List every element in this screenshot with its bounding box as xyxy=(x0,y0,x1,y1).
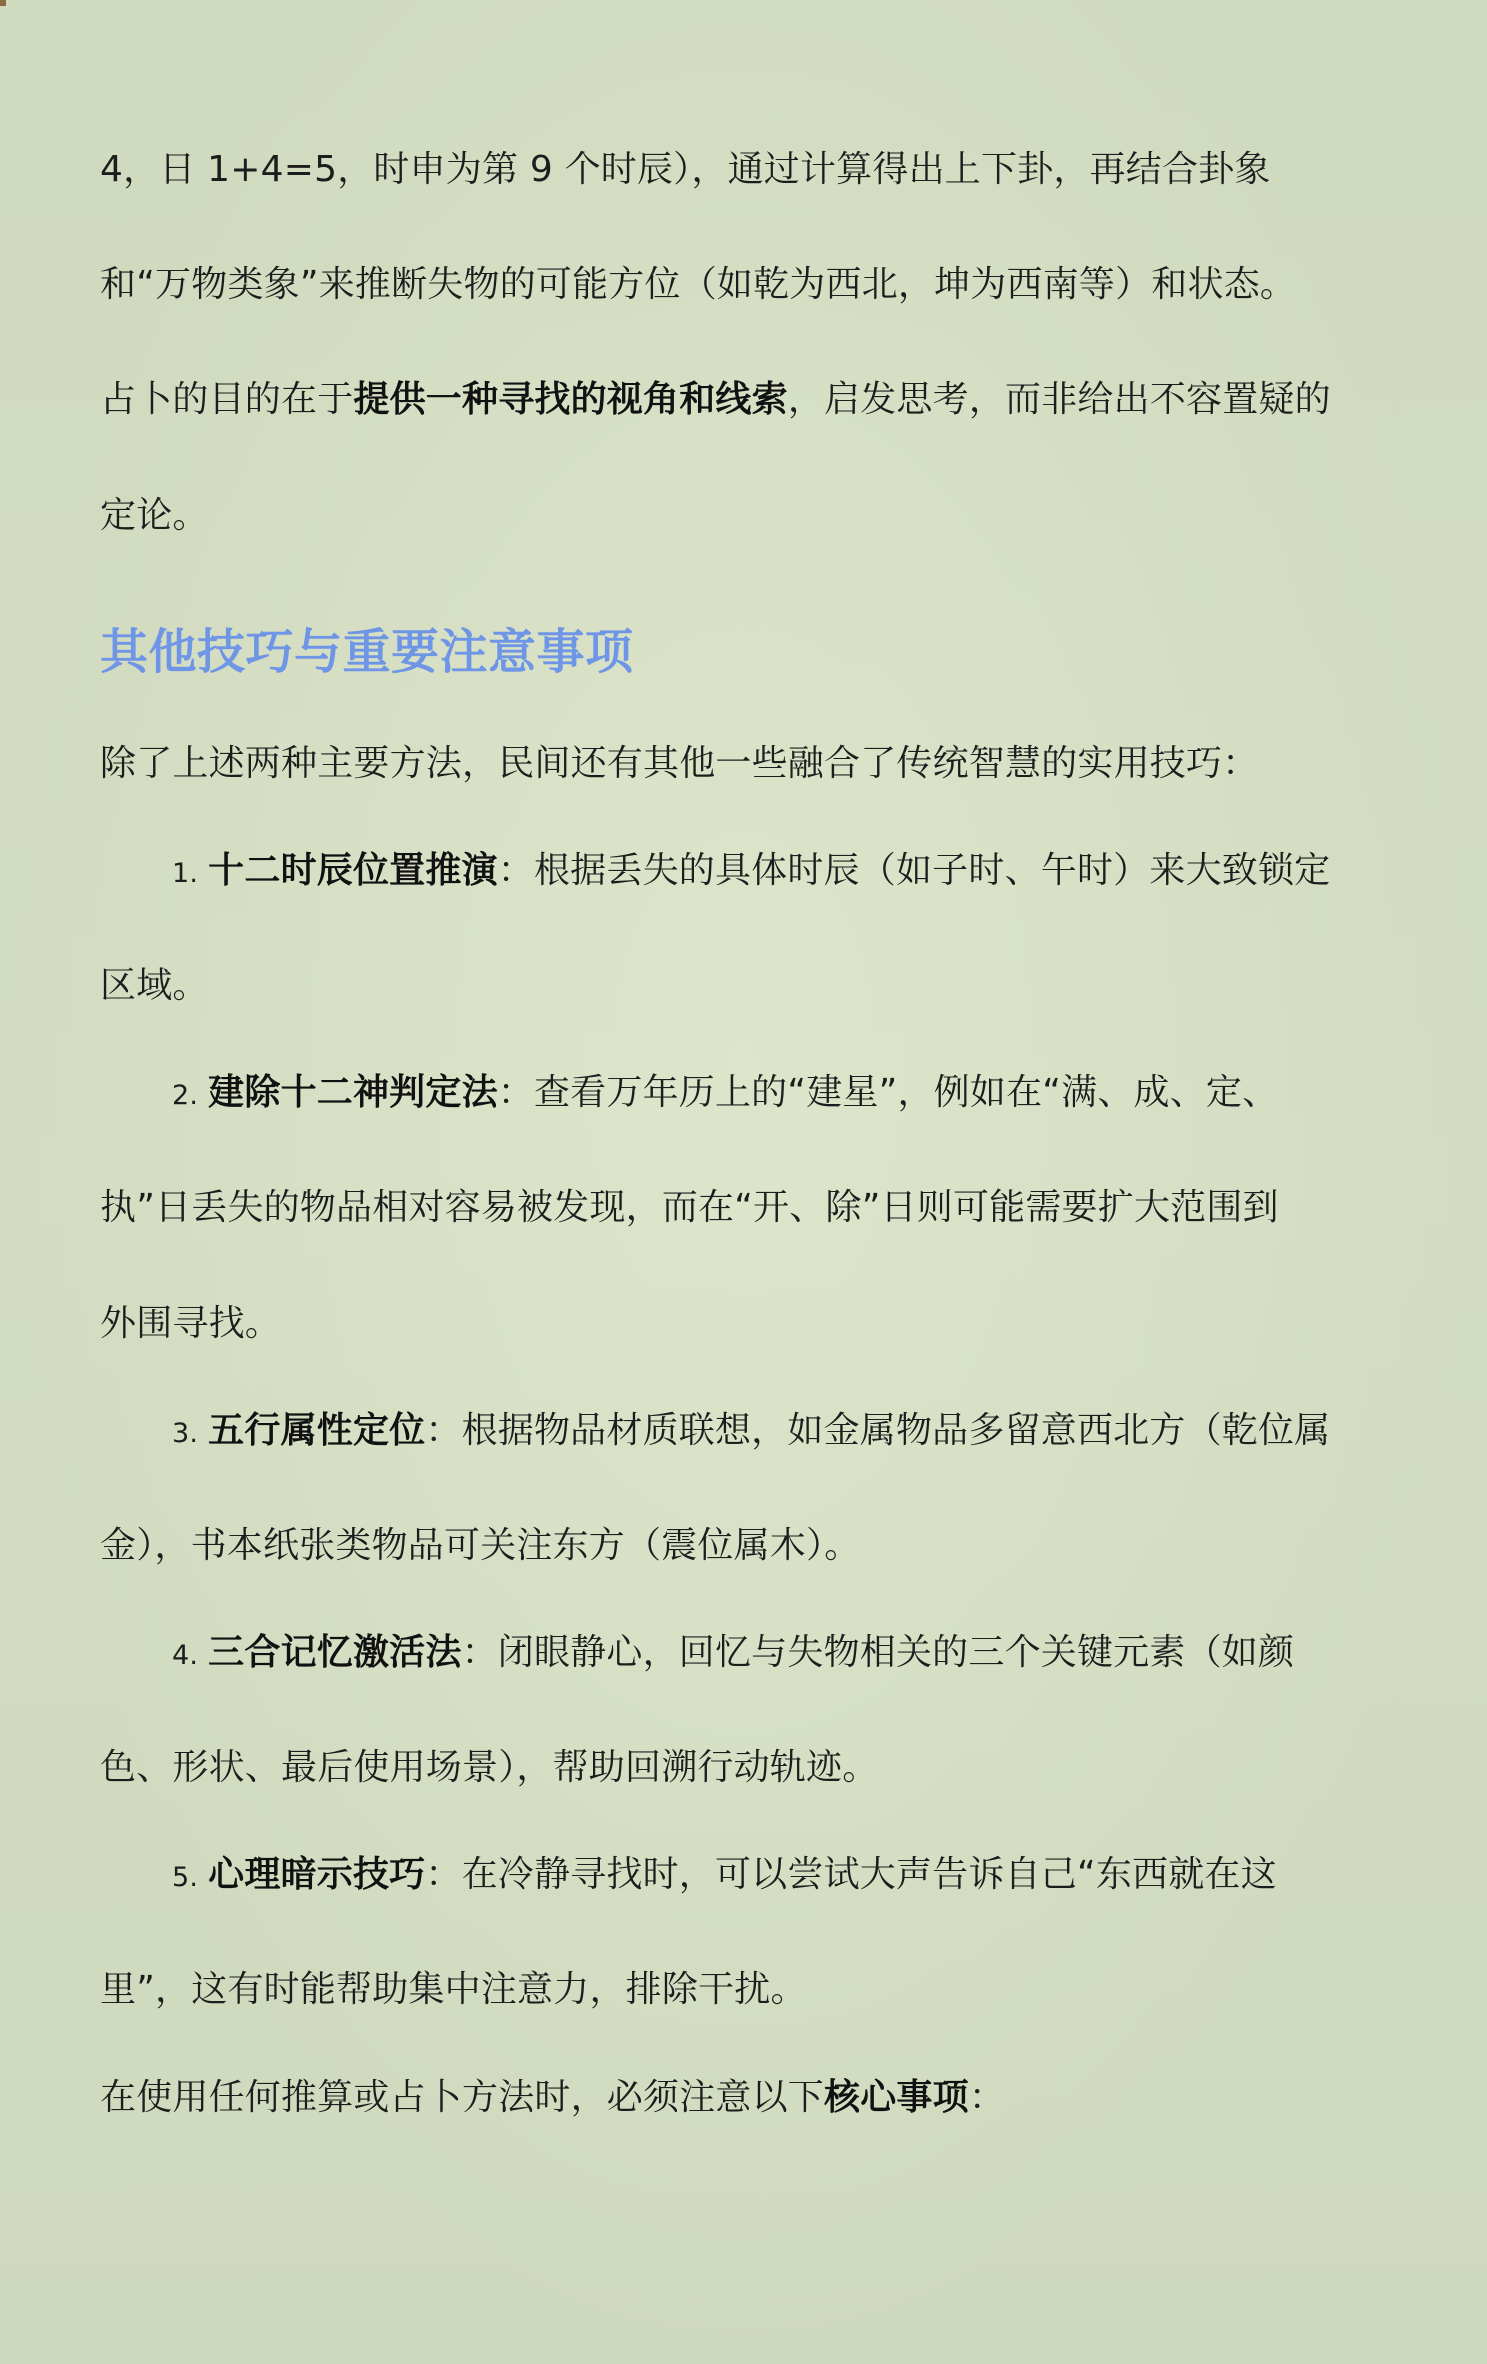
closing-post: ： xyxy=(968,2077,1006,2118)
intro-line-4: 定论。 xyxy=(100,495,209,536)
list-item-4 xyxy=(172,1633,1294,1676)
section-heading: 其他技巧与重要注意事项 xyxy=(100,624,634,680)
intro-line-3-pre: 占卜的目的在于 xyxy=(100,379,354,420)
closing-line xyxy=(100,2078,1005,2118)
list-item-text: ：在冷静寻找时，可以尝试大声告诉自己“东西就在这 xyxy=(425,1854,1277,1895)
list-item-3 xyxy=(172,1411,1330,1454)
section-lead: 除了上述两种主要方法，民间还有其他一些融合了传统智慧的实用技巧： xyxy=(100,743,1259,784)
list-item-number: 2. xyxy=(172,1080,199,1111)
list-item-title: 建除十二神判定法 xyxy=(208,1072,498,1113)
closing-bold: 核心事项 xyxy=(824,2077,969,2118)
intro-line-3-post: ，启发思考，而非给出不容置疑的 xyxy=(787,379,1331,420)
list-item-number: 5. xyxy=(172,1862,199,1893)
list-item-title: 三合记忆激活法 xyxy=(208,1632,462,1673)
list-item-text: ：闭眼静心，回忆与失物相关的三个关键元素（如颜 xyxy=(461,1632,1295,1673)
intro-line-3 xyxy=(100,380,1331,420)
list-item-number: 4. xyxy=(172,1640,199,1671)
intro-line-1: 4，日 1+4=5，时申为第 9 个时辰），通过计算得出上下卦，再结合卦象 xyxy=(100,149,1271,190)
list-item-5-cont: 里”，这有时能帮助集中注意力，排除干扰。 xyxy=(100,1969,807,2010)
list-item-1-cont: 区域。 xyxy=(100,965,209,1006)
list-item-title: 五行属性定位 xyxy=(208,1410,426,1451)
list-item-title: 心理暗示技巧 xyxy=(208,1854,426,1895)
intro-line-2: 和“万物类象”来推断失物的可能方位（如乾为西北，坤为西南等）和状态。 xyxy=(100,264,1297,305)
closing-pre: 在使用任何推算或占卜方法时，必须注意以下 xyxy=(100,2077,825,2118)
list-item-2-cont-1: 执”日丢失的物品相对容易被发现，而在“开、除”日则可能需要扩大范围到 xyxy=(100,1187,1279,1228)
list-item-text: ：根据丢失的具体时辰（如子时、午时）来大致锁定 xyxy=(497,850,1331,891)
list-item-number: 3. xyxy=(172,1418,199,1449)
list-item-number: 1. xyxy=(172,858,199,889)
list-item-title: 十二时辰位置推演 xyxy=(208,850,498,891)
list-item-1 xyxy=(172,851,1330,894)
list-item-text: ：查看万年历上的“建星”，例如在“满、成、定、 xyxy=(497,1072,1279,1113)
list-item-2 xyxy=(172,1073,1278,1116)
list-item-3-cont: 金），书本纸张类物品可关注东方（震位属木）。 xyxy=(100,1525,861,1566)
list-item-2-cont-2: 外围寻找。 xyxy=(100,1303,282,1344)
intro-line-3-bold: 提供一种寻找的视角和线索 xyxy=(353,379,788,420)
list-item-4-cont: 色、形状、最后使用场景），帮助回溯行动轨迹。 xyxy=(100,1747,879,1788)
list-item-text: ：根据物品材质联想，如金属物品多留意西北方（乾位属 xyxy=(425,1410,1331,1451)
corner-mark xyxy=(0,0,6,6)
list-item-5 xyxy=(172,1855,1277,1898)
